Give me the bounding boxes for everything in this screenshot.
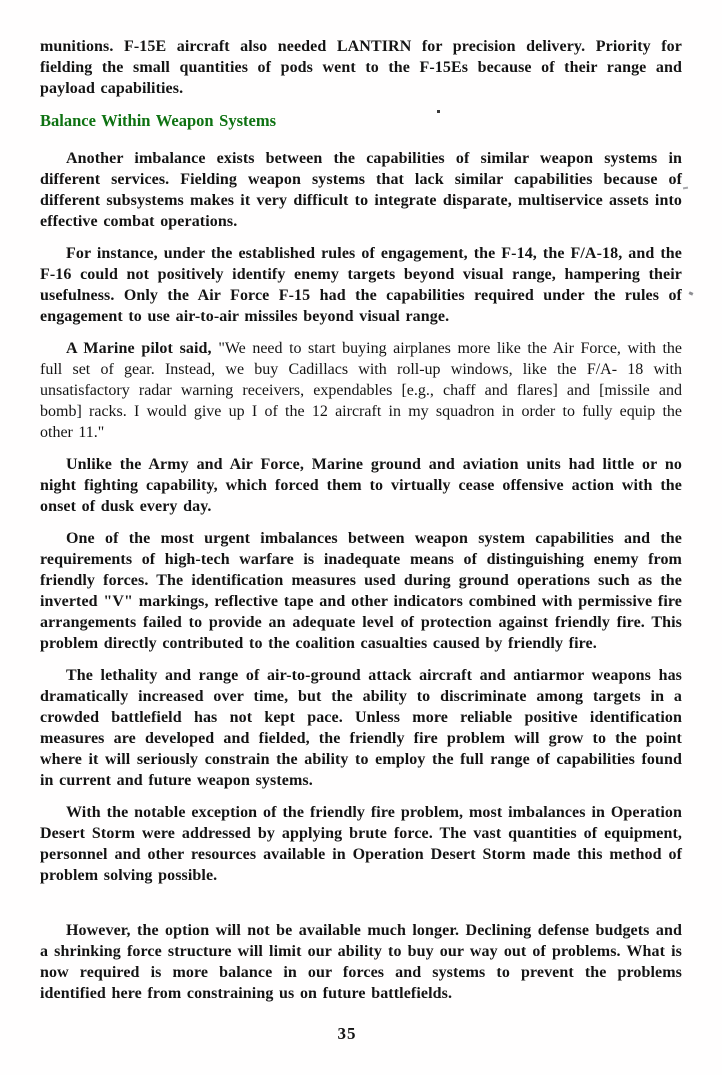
section-heading-balance-within-weapon-systems: Balance Within Weapon Systems <box>40 111 277 130</box>
paragraph-another-imbalance: Another imbalance exists between the capabilities of similar weapon systems in different services. Fielding weapon systems that lack similar capabilities because of different subsystems makes it very difficult to integrate disparate, multiservice assets into effective combat operations. <box>40 150 682 230</box>
marine-pilot-quote-text: "We need to start buying airplanes more like the Air Force, with the full set of gear. Instead, we buy Cadillacs with roll-up windows, like the F/A- 18 with unsatisfactory radar warning receivers, expendables [e.g., chaff and flares] and [missile and bomb] racks. I would give up I of the 12 aircraft in my squadron in order to fully equip the other 11." <box>40 340 683 441</box>
page-number: 35 <box>337 1024 357 1043</box>
paragraph-declining-budgets: However, the option will not be available much longer. Declining defense budgets and a shrinking force structure will limit our ability to buy our way out of problems. What is now required is more balance in our forces and systems to prevent the problems identified here from constraining us on future battlefields. <box>40 922 682 1002</box>
page-body <box>40 36 682 1015</box>
scan-speck <box>683 187 688 190</box>
paragraph-munitions-continuation: munitions. F-15E aircraft also needed LANTIRN for precision delivery. Priority for fielding the small quantities of pods went to the F-15Es because of their range and payload capabilities. <box>40 38 682 97</box>
paragraph-marine-pilot-quote <box>40 338 682 443</box>
marine-pilot-quote-attribution: A Marine pilot said, <box>66 340 219 357</box>
scan-speck <box>689 291 694 295</box>
paragraph-friendly-fire-identification: One of the most urgent imbalances between weapon system capabilities and the requirements of high-tech warfare is inadequate means of distinguishing enemy from friendly forces. The identification measures used during ground operations such as the inverted "V" markings, reflective tape and other indicators combined with permissive fire arrangements failed to provide an adequate level of protection against friendly fire. This problem directly contributed to the coalition casualties caused by friendly fire. <box>40 530 682 652</box>
scan-speck <box>437 110 440 113</box>
paragraph-brute-force: With the notable exception of the friendly fire problem, most imbalances in Operation Desert Storm were addressed by applying brute force. The vast quantities of equipment, personnel and other resources available in Operation Desert Storm made this method of problem solving possible. <box>40 804 682 884</box>
paragraph-lethality-and-range: The lethality and range of air-to-ground attack aircraft and antiarmor weapons has dramatically increased over time, but the ability to discriminate among targets in a crowded battlefield has not kept pace. Unless more reliable positive identification measures are developed and fielded, the friendly fire problem will grow to the point where it will seriously constrain the ability to employ the full range of capabilities found in current and future weapon systems. <box>40 667 682 789</box>
paragraph-rules-of-engagement: For instance, under the established rules of engagement, the F-14, the F/A-18, and the F-16 could not positively identify enemy targets beyond visual range, hampering their usefulness. Only the Air Force F-15 had the capabilities required under the rules of engagement to use air-to-air missiles beyond visual range. <box>40 245 682 325</box>
paragraph-night-fighting: Unlike the Army and Air Force, Marine ground and aviation units had little or no night fighting capability, which forced them to virtually cease offensive action with the onset of dusk every day. <box>40 456 682 515</box>
